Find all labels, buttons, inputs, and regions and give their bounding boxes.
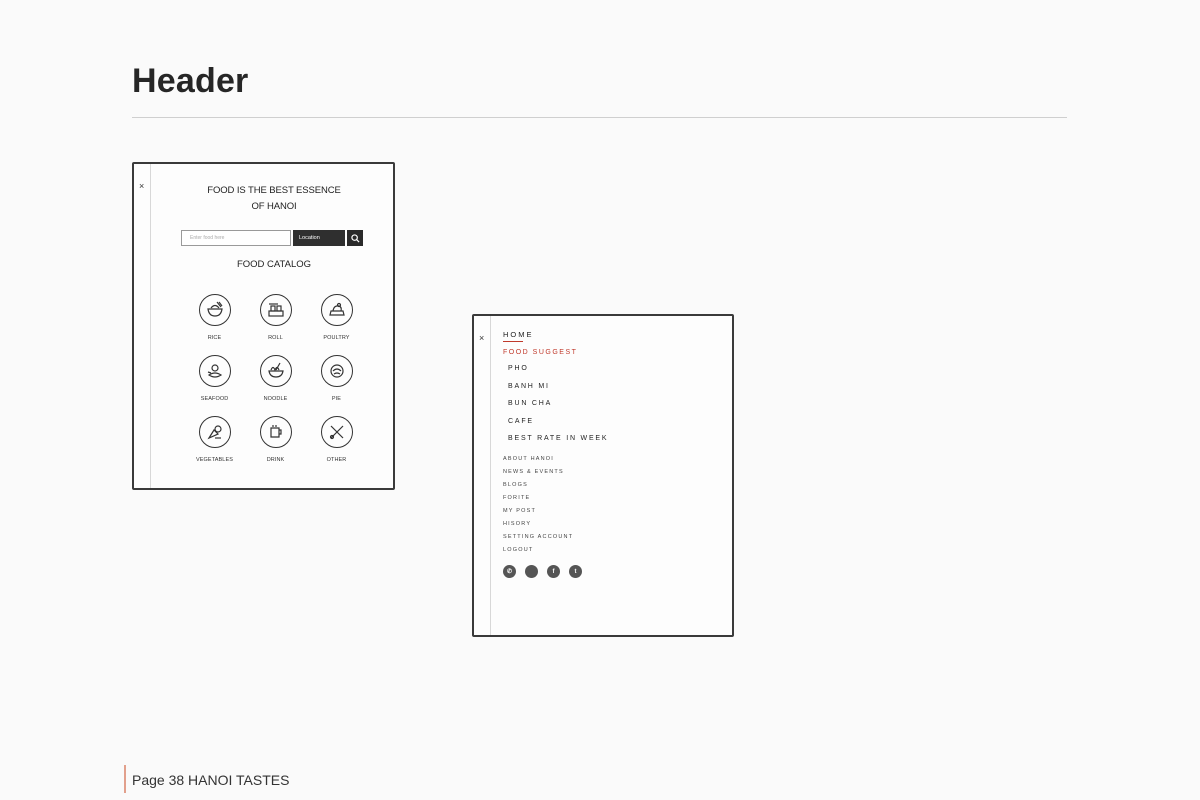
submenu-item-banh-mi[interactable]: BANH MI <box>508 382 550 390</box>
poultry-icon <box>327 300 347 320</box>
seafood-icon <box>205 361 225 381</box>
location-select[interactable]: Location <box>293 230 345 246</box>
globe-icon[interactable] <box>525 565 538 578</box>
active-underline <box>503 341 523 342</box>
catalog-heading <box>174 183 374 215</box>
title-divider <box>132 117 1067 118</box>
menu-item-history[interactable]: HISORY <box>503 521 532 527</box>
heading-line-2: OF HANOI <box>251 201 297 212</box>
category-vegetables[interactable] <box>184 416 245 463</box>
category-label: VEGETABLES <box>196 457 233 463</box>
food-catalog-panel <box>132 162 395 490</box>
noodle-icon <box>266 361 286 381</box>
menu-item-home[interactable]: HOME <box>503 330 534 339</box>
category-label: DRINK <box>266 457 285 463</box>
category-pie[interactable] <box>306 355 367 402</box>
menu-item-about[interactable]: ABOUT HANOI <box>503 456 554 462</box>
drink-icon <box>266 422 286 442</box>
heading-line-1: FOOD IS THE BEST ESSENCE <box>207 185 341 196</box>
menu-item-favorite[interactable]: FORITE <box>503 495 531 501</box>
social-links <box>503 565 582 578</box>
rice-bowl-icon <box>205 300 225 320</box>
category-grid <box>184 294 367 463</box>
close-icon[interactable]: × <box>479 333 485 343</box>
secondary-menu <box>503 456 573 560</box>
menu-item-news[interactable]: NEWS & EVENTS <box>503 469 564 475</box>
pie-icon <box>327 361 347 381</box>
facebook-icon[interactable]: f <box>547 565 560 578</box>
search-button[interactable] <box>347 230 363 246</box>
category-poultry[interactable] <box>306 294 367 341</box>
page-title: Header <box>132 62 249 100</box>
page-footer: Page 38 HANOI TASTES <box>132 772 290 788</box>
category-label: SEAFOOD <box>200 396 229 402</box>
search-icon <box>351 234 360 243</box>
other-icon <box>327 422 347 442</box>
category-label: OTHER <box>326 457 347 463</box>
panel-gutter <box>150 164 151 488</box>
category-label: NOODLE <box>263 396 288 402</box>
category-other[interactable] <box>306 416 367 463</box>
panel-gutter <box>490 316 491 635</box>
close-icon[interactable]: × <box>139 181 145 191</box>
footer-accent-bar <box>124 765 126 793</box>
food-suggest-submenu <box>508 365 608 453</box>
menu-item-food-suggest[interactable]: FOOD SUGGEST <box>503 349 578 356</box>
category-seafood[interactable] <box>184 355 245 402</box>
roll-icon <box>266 300 286 320</box>
menu-item-logout[interactable]: LOGOUT <box>503 547 534 553</box>
twitter-icon[interactable]: t <box>569 565 582 578</box>
category-noodle[interactable] <box>245 355 306 402</box>
submenu-item-best-rate[interactable]: BEST RATE IN WEEK <box>508 435 609 442</box>
category-label: ROLL <box>268 335 283 341</box>
submenu-item-pho[interactable]: PHO <box>508 365 529 372</box>
submenu-item-cafe[interactable]: CAFE <box>508 417 534 425</box>
category-drink[interactable] <box>245 416 306 463</box>
menu-item-my-post[interactable]: MY POST <box>503 508 537 514</box>
submenu-item-bun-cha[interactable]: BUN CHA <box>508 400 553 407</box>
side-menu-panel <box>472 314 734 637</box>
search-row <box>181 230 363 246</box>
phone-icon[interactable]: ✆ <box>503 565 516 578</box>
category-rice[interactable] <box>184 294 245 341</box>
category-roll[interactable] <box>245 294 306 341</box>
category-label: PIE <box>331 396 342 402</box>
catalog-title: FOOD CATALOG <box>236 259 312 270</box>
food-search-input[interactable] <box>181 230 291 246</box>
vegetables-icon <box>205 422 225 442</box>
category-label: POULTRY <box>323 335 350 341</box>
menu-item-settings[interactable]: SETTING ACCOUNT <box>503 534 574 540</box>
category-label: RICE <box>207 335 222 341</box>
menu-item-blogs[interactable]: BLOGS <box>503 482 528 488</box>
